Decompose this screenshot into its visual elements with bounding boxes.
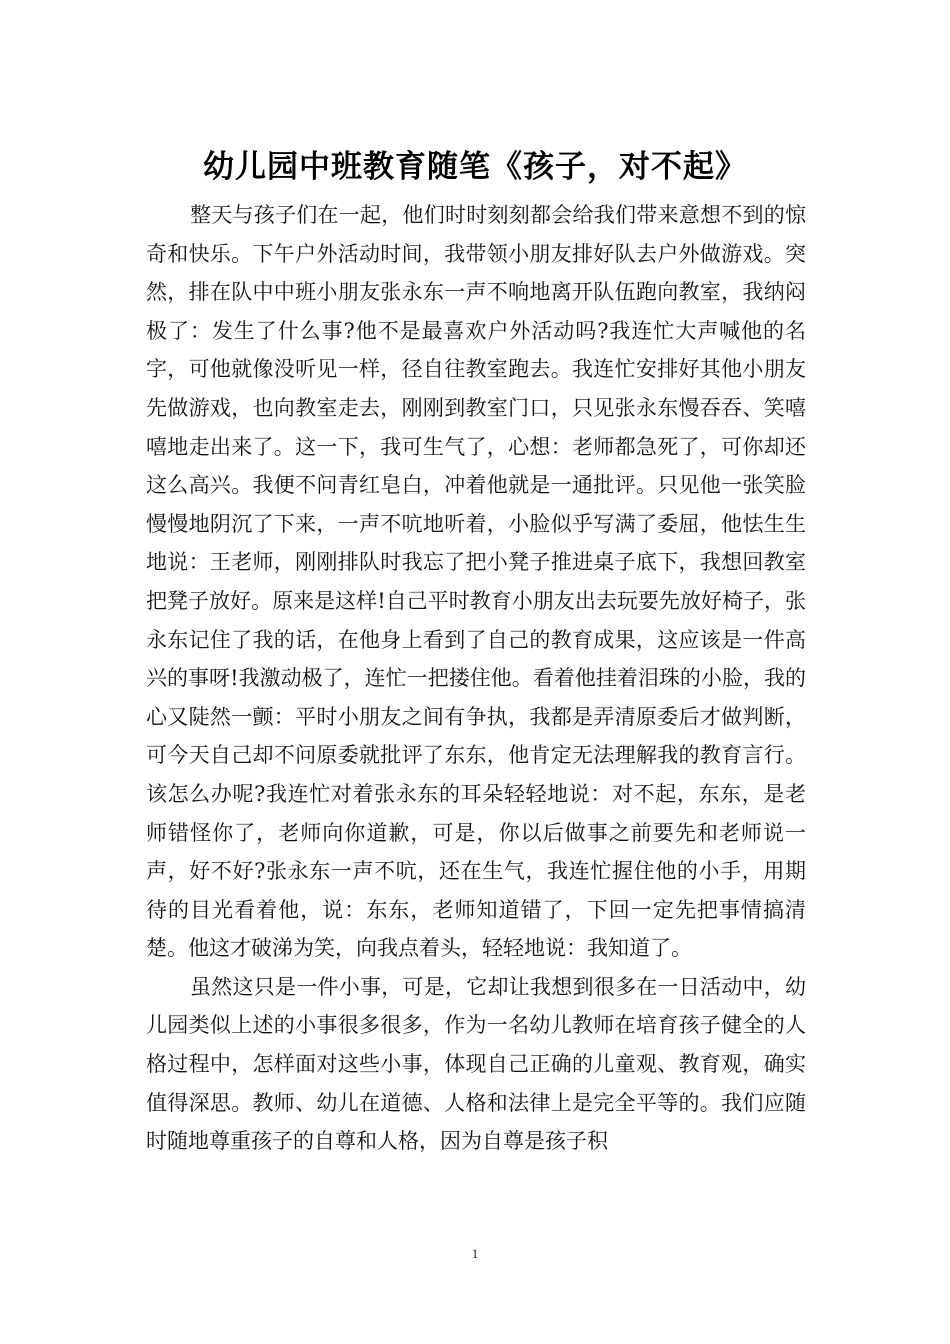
paragraph-2: 虽然这只是一件小事，可是，它却让我想到很多在一日活动中，幼儿园类似上述的小事很多很多，作为一名幼儿教师在培育孩子健全的人格过程中，怎样面对这些小事，体现自己正确的儿童观、教育观，确实值得深思。教师、幼儿在道德、人格和法律上是完全平等的。我们应随时随地尊重孩子的自尊和人格，因为自尊是孩子积 xyxy=(146,974,806,1154)
document-title: 幼儿园中班教育随笔《孩子，对不起》 xyxy=(203,148,747,185)
document-body xyxy=(146,196,806,1161)
page-number: 1 xyxy=(471,1246,479,1261)
paragraph-1: 整天与孩子们在一起，他们时时刻刻都会给我们带来意想不到的惊奇和快乐。下午户外活动时间，我带领小朋友排好队去户外做游戏。突然，排在队中中班小朋友张永东一声不响地离开队伍跑向教室，我纳闷极了：发生了什么事?他不是最喜欢户外活动吗?我连忙大声喊他的名字，可他就像没听见一样，径自往教室跑去。我连忙安排好其他小朋友先做游戏，也向教室走去，刚刚到教室门口，只见张永东慢吞吞、笑嘻嘻地走出来了。这一下，我可生气了，心想：老师都急死了，可你却还这么高兴。我便不问青红皂白，冲着他就是一通批评。只见他一张笑脸慢慢地阴沉了下来，一声不吭地听着，小脸似乎写满了委屈，他怯生生地说：王老师，刚刚排队时我忘了把小凳子推进桌子底下，我想回教室把凳子放好。原来是这样!自己平时教育小朋友出去玩要先放好椅子，张永东记住了我的话，在他身上看到了自己的教育成果，这应该是一件高兴的事呀!我激动极了，连忙一把搂住他。看着他挂着泪珠的小脸，我的心又陡然一颤：平时小朋友之间有争执，我都是弄清原委后才做判断，可今天自己却不问原委就批评了东东，他肯定无法理解我的教育言行。该怎么办呢?我连忙对着张永东的耳朵轻轻地说：对不起，东东，是老师错怪你了，老师向你道歉，可是，你以后做事之前要先和老师说一声，好不好?张永东一声不吭，还在生气，我连忙握住他的小手，用期待的目光看着他，说：东东，老师知道错了，下回一定先把事情搞清楚。他这才破涕为笑，向我点着头，轻轻地说：我知道了。 xyxy=(146,203,806,961)
